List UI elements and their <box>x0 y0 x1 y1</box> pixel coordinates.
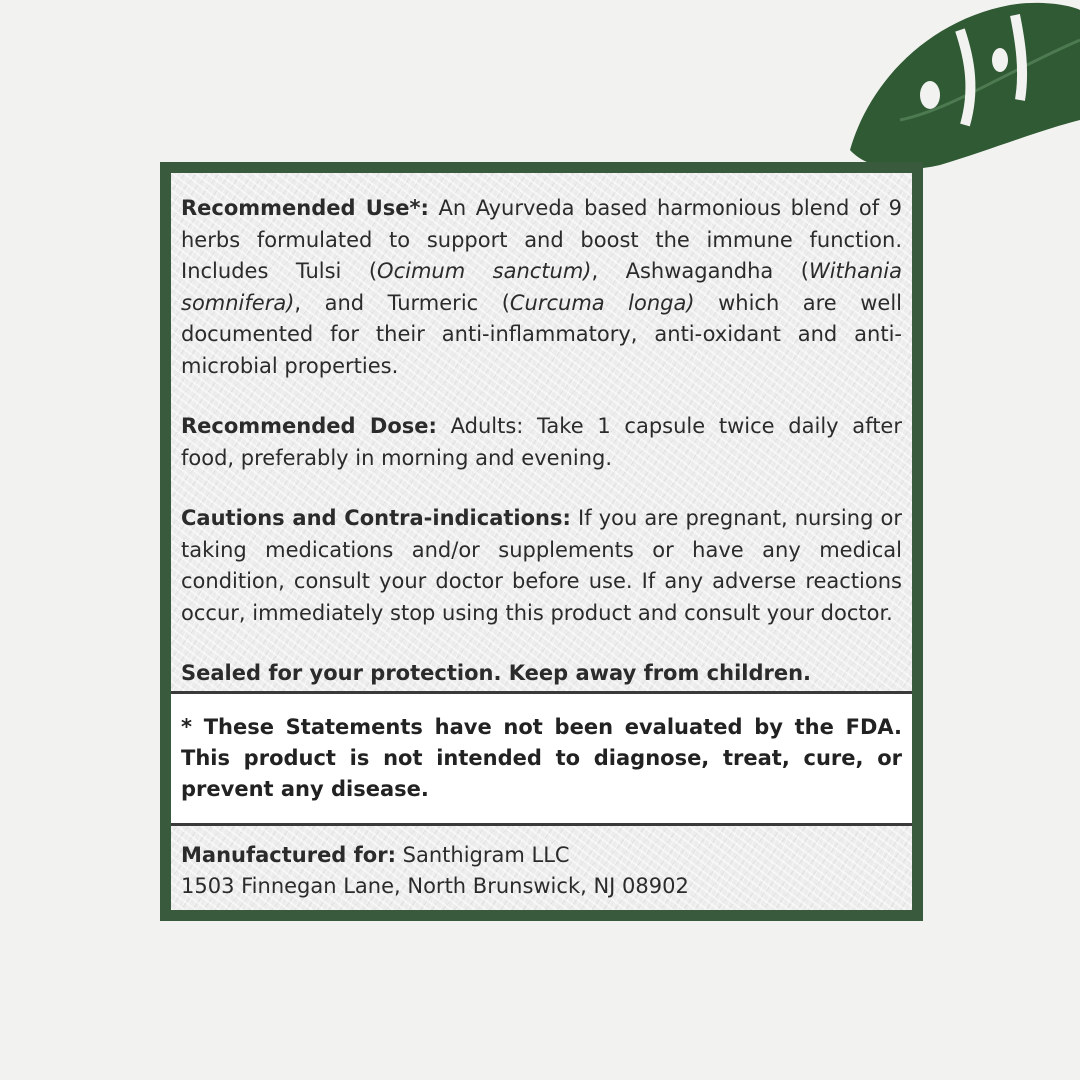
cautions-heading: Cautions and Contra-indications: <box>181 506 571 530</box>
supplement-label <box>160 162 923 921</box>
manufacturer-heading: Manufactured for: <box>181 843 396 867</box>
recommended-dose-heading: Recommended Dose: <box>181 414 437 438</box>
manufacturer-line <box>181 840 902 871</box>
recommended-dose <box>181 411 902 474</box>
recommended-use-heading: Recommended Use*: <box>181 196 429 220</box>
cautions-text: If you are pregnant, nursing or taking medications and/or supplements or have any medical condition, consult your doctor before use. If any adverse reactions occur, immediately stop using this product and consult your doctor. <box>181 506 902 625</box>
monstera-leaf-icon <box>840 0 1080 180</box>
manufacturer-address: 1503 Finnegan Lane, North Brunswick, NJ 08902 <box>181 874 689 898</box>
manufacturer-info <box>171 826 912 902</box>
recommended-use-text-3: , and Turmeric ( <box>294 290 510 315</box>
turmeric-latin-name: Curcuma longa) <box>509 290 695 315</box>
tulsi-latin-name: Ocimum sanctum) <box>377 259 592 283</box>
recommended-use-text-2: , Ashwagandha ( <box>591 259 809 283</box>
recommended-use-text-1: An Ayurveda based harmonious blend of 9 herbs formulated to support and boost the immune function. Includes Tulsi ( <box>181 196 902 283</box>
recommended-use <box>181 193 902 382</box>
manufacturer-name: Santhigram LLC <box>395 843 570 867</box>
label-main-section <box>171 173 912 691</box>
recommended-dose-text: Adults: Take 1 capsule twice daily after food, preferably in morning and evening. <box>181 414 902 470</box>
fda-disclaimer: * These Statements have not been evaluated by the FDA. This product is not intended to diagnose, treat, cure, or prevent any disease. <box>171 694 912 823</box>
ashwagandha-latin-name: Withania somnifera) <box>181 259 902 315</box>
cautions <box>181 503 902 629</box>
sealed-notice <box>181 658 902 690</box>
recommended-use-text-4: which are well documented for their anti-inflammatory, anti-oxidant and anti-microbial properties. <box>181 290 902 378</box>
sealed-notice-text: Sealed for your protection. Keep away from children. <box>181 661 812 685</box>
